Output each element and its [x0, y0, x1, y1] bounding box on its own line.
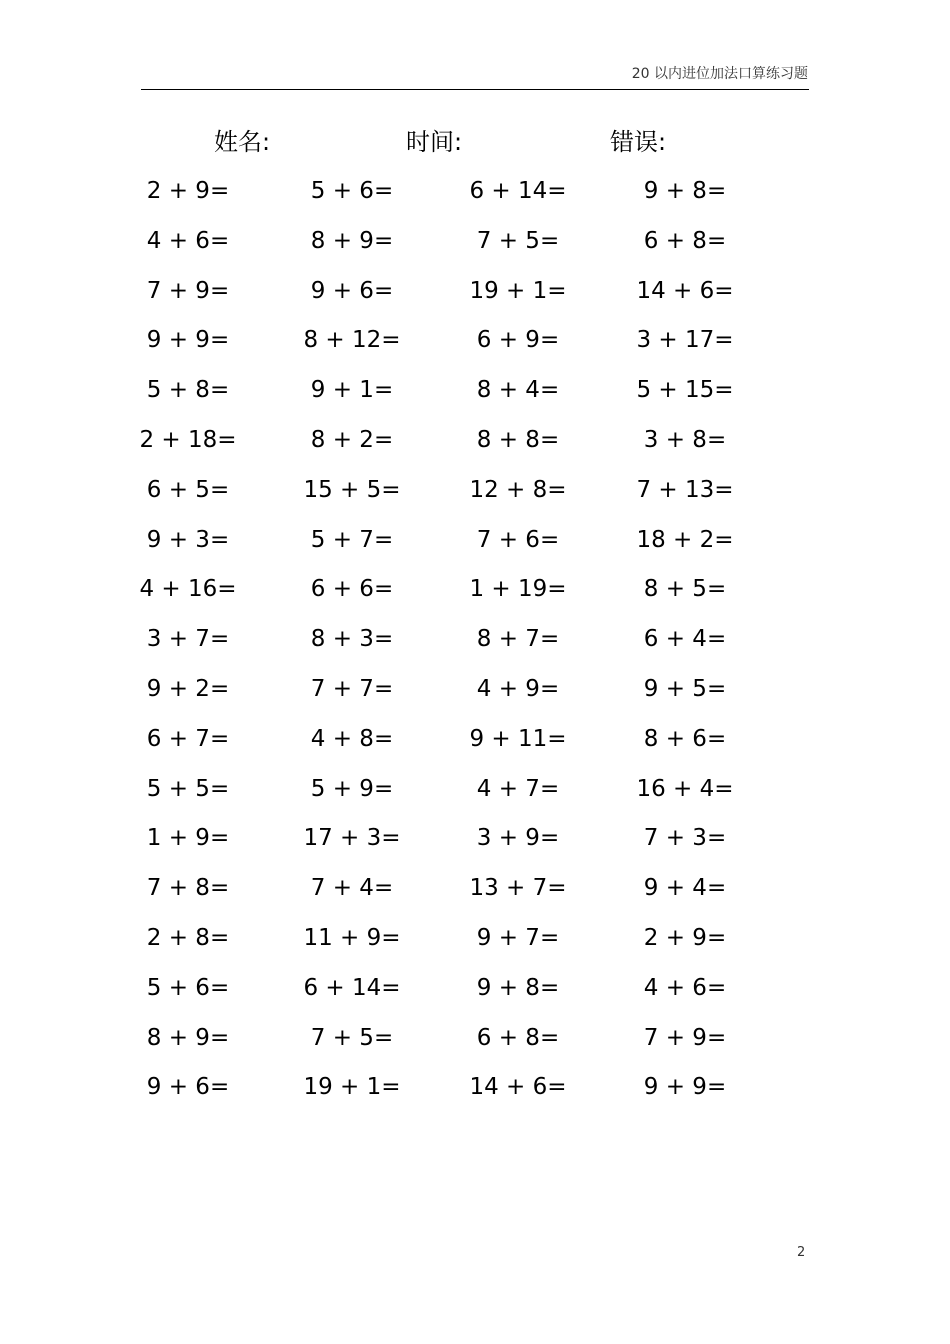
page-number: 2: [797, 1245, 806, 1260]
problem-item: 7 + 3=: [643, 825, 727, 852]
problem-item: 13 + 7=: [469, 875, 567, 902]
problem-item: 16 + 4=: [636, 775, 734, 802]
problem-item: 5 + 15=: [636, 377, 734, 404]
problem-item: 8 + 4=: [476, 377, 560, 404]
problem-item: 6 + 8=: [476, 1024, 560, 1051]
problem-item: 9 + 1=: [310, 377, 394, 404]
problem-item: 18 + 2=: [636, 526, 734, 553]
problem-item: 8 + 2=: [310, 427, 394, 453]
problem-item: 2 + 8=: [146, 925, 230, 951]
problem-item: 11 + 9=: [303, 925, 401, 951]
problem-item: 6 + 4=: [643, 626, 727, 653]
problem-item: 8 + 7=: [476, 626, 560, 653]
problem-item: 9 + 6=: [146, 1074, 230, 1101]
problem-item: 6 + 8=: [643, 227, 727, 254]
problem-item: 4 + 8=: [310, 725, 394, 752]
problem-item: 3 + 8=: [643, 427, 727, 453]
problem-item: 19 + 1=: [469, 277, 567, 304]
problem-item: 4 + 6=: [643, 974, 727, 1001]
problem-item: 3 + 9=: [476, 825, 560, 852]
problem-item: 8 + 9=: [146, 1024, 230, 1051]
problem-item: 8 + 8=: [476, 427, 560, 453]
problem-item: 15 + 5=: [303, 476, 401, 503]
problem-item: 9 + 7=: [476, 925, 560, 951]
problem-item: 14 + 6=: [469, 1074, 567, 1101]
problem-item: 9 + 9=: [146, 327, 230, 354]
time-field-label: 时间:: [406, 128, 463, 156]
problem-item: 7 + 13=: [636, 476, 734, 503]
problem-item: 7 + 5=: [310, 1024, 394, 1051]
problem-item: 17 + 3=: [303, 825, 401, 852]
problem-item: 8 + 3=: [310, 626, 394, 653]
problem-item: 14 + 6=: [636, 277, 734, 304]
problem-item: 4 + 7=: [476, 775, 560, 802]
problem-item: 2 + 9=: [146, 178, 230, 204]
problem-item: 9 + 8=: [643, 178, 727, 204]
problem-item: 7 + 8=: [146, 875, 230, 902]
problem-item: 5 + 7=: [310, 526, 394, 553]
problem-item: 5 + 9=: [310, 775, 394, 802]
problem-item: 7 + 5=: [476, 227, 560, 254]
problem-item: 9 + 4=: [643, 875, 727, 902]
problem-item: 19 + 1=: [303, 1074, 401, 1101]
problem-item: 8 + 6=: [643, 725, 727, 752]
problem-item: 2 + 9=: [643, 925, 727, 951]
header-title: 20 以内进位加法口算练习题: [631, 66, 808, 82]
problem-item: 1 + 19=: [469, 576, 567, 603]
problem-item: 5 + 6=: [146, 974, 230, 1001]
problem-item: 4 + 16=: [139, 576, 237, 603]
problem-item: 8 + 9=: [310, 227, 394, 254]
problem-item: 7 + 7=: [310, 676, 394, 702]
problem-item: 6 + 5=: [146, 476, 230, 503]
problem-item: 3 + 17=: [636, 327, 734, 354]
name-field-label: 姓名:: [214, 128, 271, 156]
problem-item: 9 + 9=: [643, 1074, 727, 1101]
problem-item: 9 + 5=: [643, 676, 727, 702]
problem-item: 9 + 2=: [146, 676, 230, 702]
errors-field-label: 错误:: [610, 128, 667, 156]
problem-item: 7 + 9=: [643, 1024, 727, 1051]
problem-item: 6 + 14=: [303, 974, 401, 1001]
problem-item: 12 + 8=: [469, 476, 567, 503]
problem-item: 8 + 12=: [303, 327, 401, 354]
problem-item: 9 + 3=: [146, 526, 230, 553]
problem-item: 6 + 14=: [469, 178, 567, 204]
problem-item: 5 + 6=: [310, 178, 394, 204]
problem-item: 9 + 8=: [476, 974, 560, 1001]
problem-item: 9 + 11=: [469, 725, 567, 752]
problem-item: 5 + 5=: [146, 775, 230, 802]
problem-item: 9 + 6=: [310, 277, 394, 304]
problem-item: 7 + 4=: [310, 875, 394, 902]
problem-item: 2 + 18=: [139, 427, 237, 453]
problem-item: 6 + 6=: [310, 576, 394, 603]
problem-item: 6 + 7=: [146, 725, 230, 752]
problem-item: 3 + 7=: [146, 626, 230, 653]
problem-item: 7 + 9=: [146, 277, 230, 304]
problem-item: 5 + 8=: [146, 377, 230, 404]
problem-item: 8 + 5=: [643, 576, 727, 603]
problem-item: 1 + 9=: [146, 825, 230, 852]
problem-item: 7 + 6=: [476, 526, 560, 553]
problem-item: 4 + 6=: [146, 227, 230, 254]
problem-item: 4 + 9=: [476, 676, 560, 702]
problem-item: 6 + 9=: [476, 327, 560, 354]
